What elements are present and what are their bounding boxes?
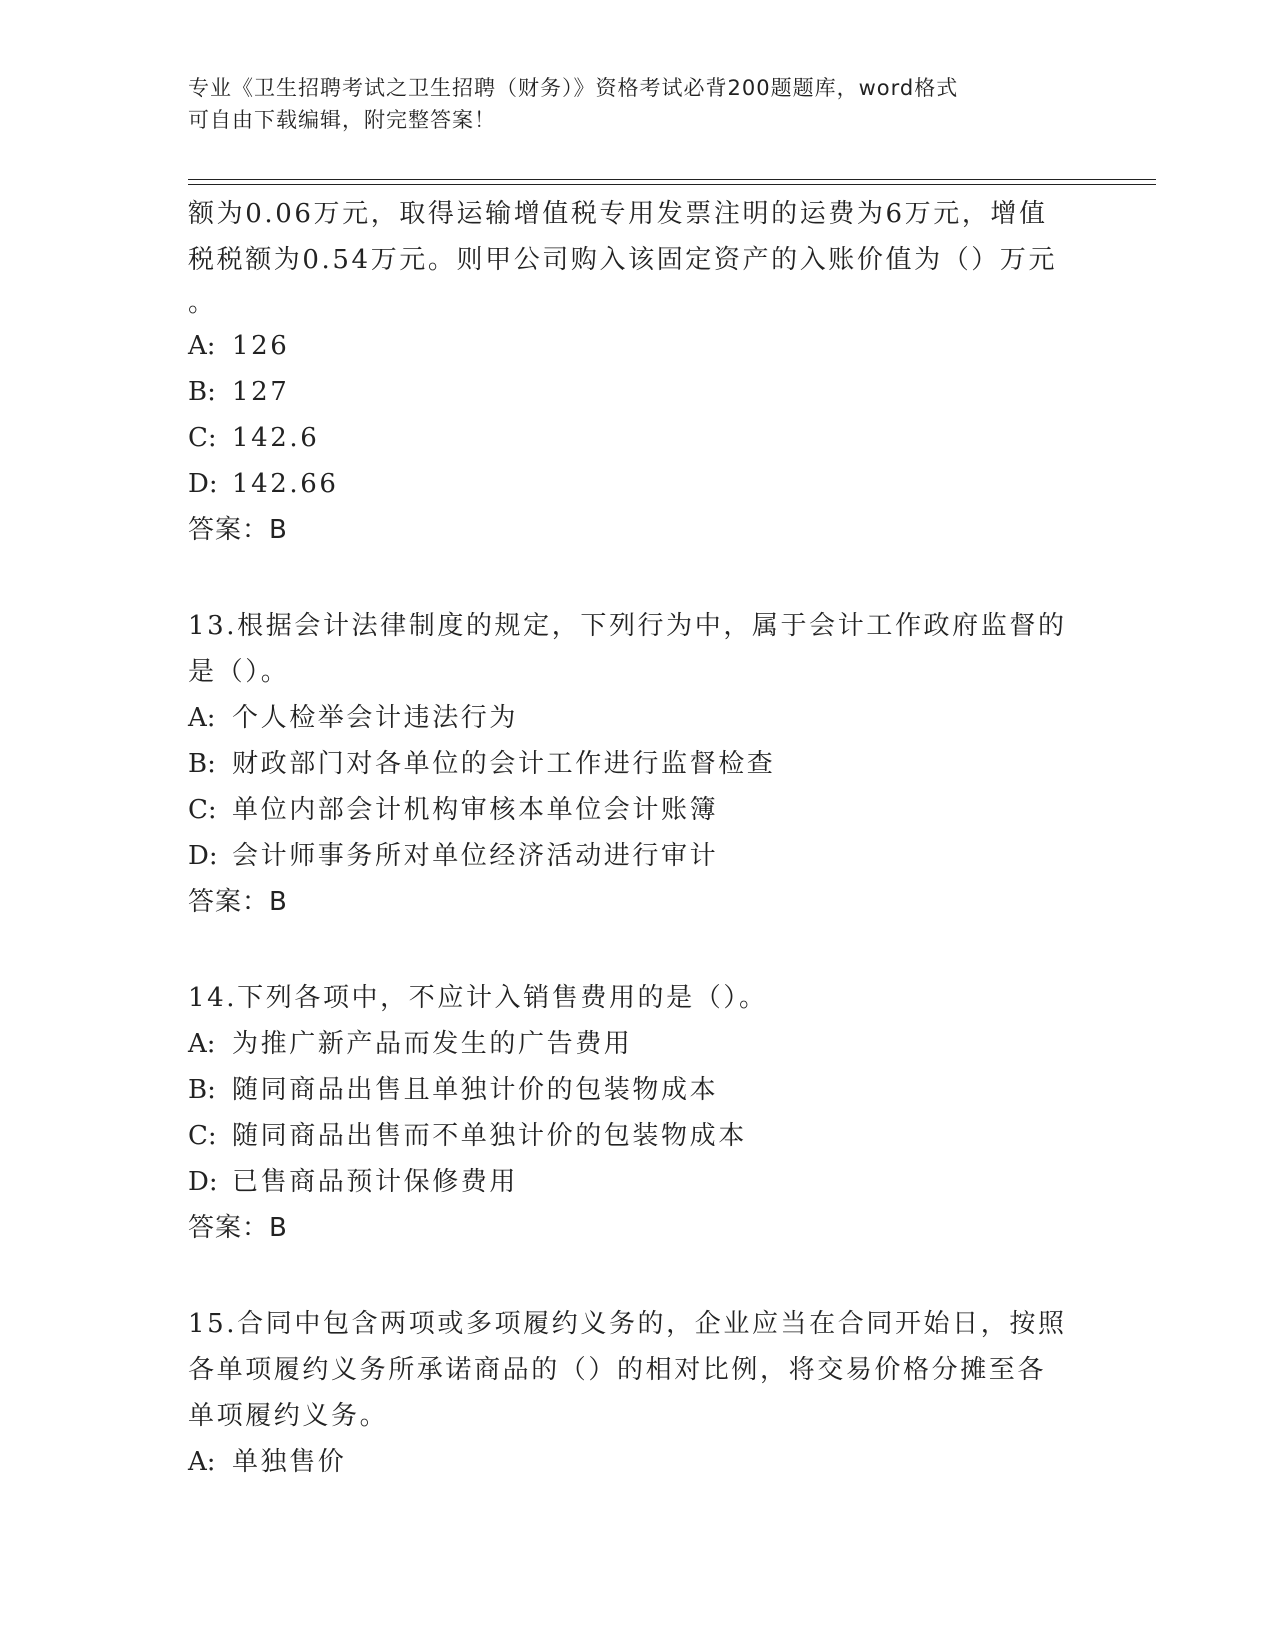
- option-text: 个人检举会计违法行为: [232, 703, 519, 733]
- question-text-line: 14.下列各项中，不应计入销售费用的是（）。: [188, 983, 768, 1013]
- question-text-line: 各单项履约义务所承诺商品的（）的相对比例，将交易价格分摊至各: [188, 1355, 1047, 1385]
- option-d: [188, 833, 1088, 879]
- question-text-line: 15.合同中包含两项或多项履约义务的，企业应当在合同开始日，按照: [188, 1309, 1067, 1339]
- question-text-line: 税税额为0.54万元。则甲公司购入该固定资产的入账价值为（）万元: [188, 245, 1058, 275]
- option-label: A:: [188, 1447, 216, 1477]
- answer-line: 答案：B: [188, 515, 288, 545]
- option-text: 127: [232, 377, 290, 407]
- option-label: C:: [188, 423, 217, 453]
- option-a: [188, 323, 1088, 369]
- option-label: B:: [188, 1075, 216, 1105]
- option-label: A:: [188, 1029, 216, 1059]
- option-c: [188, 415, 1088, 461]
- option-label: B:: [188, 377, 216, 407]
- option-label: B:: [188, 749, 216, 779]
- question-text-line: 额为0.06万元，取得运输增值税专用发票注明的运费为6万元，增值: [188, 199, 1048, 229]
- option-text: 单独售价: [232, 1447, 347, 1477]
- option-label: A:: [188, 331, 216, 361]
- header-line-1: 专业《卫生招聘考试之卫生招聘（财务）》资格考试必背200题题库，word格式: [188, 76, 959, 100]
- option-c: [188, 787, 1088, 833]
- option-label: C:: [188, 1121, 217, 1151]
- header-rule-top: [188, 179, 1156, 180]
- option-label: D:: [188, 841, 218, 871]
- option-d: [188, 461, 1088, 507]
- question-list: [188, 191, 1088, 1485]
- option-label: C:: [188, 795, 217, 825]
- option-b: [188, 741, 1088, 787]
- option-text: 随同商品出售而不单独计价的包装物成本: [232, 1121, 747, 1151]
- question-13: [188, 603, 1088, 925]
- option-text: 已售商品预计保修费用: [232, 1167, 519, 1197]
- option-label: A:: [188, 703, 216, 733]
- option-text: 142.6: [232, 423, 320, 453]
- spacer: [188, 1251, 1088, 1301]
- question-15: [188, 1301, 1088, 1485]
- header-line-2: 可自由下载编辑，附完整答案！: [188, 108, 496, 132]
- option-b: [188, 369, 1088, 415]
- option-d: [188, 1159, 1088, 1205]
- question-text-line: 。: [188, 288, 217, 318]
- question-text-line: 13.根据会计法律制度的规定，下列行为中，属于会计工作政府监督的: [188, 611, 1067, 641]
- spacer: [188, 553, 1088, 603]
- question-text-line: 单项履约义务。: [188, 1401, 389, 1431]
- question-12: [188, 191, 1088, 553]
- option-text: 随同商品出售且单独计价的包装物成本: [232, 1075, 719, 1105]
- option-text: 单位内部会计机构审核本单位会计账簿: [232, 795, 719, 825]
- option-a: [188, 1439, 1088, 1485]
- option-a: [188, 1021, 1088, 1067]
- option-text: 财政部门对各单位的会计工作进行监督检查: [232, 749, 776, 779]
- option-c: [188, 1113, 1088, 1159]
- spacer: [188, 925, 1088, 975]
- answer-line: 答案：B: [188, 887, 288, 917]
- option-b: [188, 1067, 1088, 1113]
- question-14: [188, 975, 1088, 1251]
- option-label: D:: [188, 469, 218, 499]
- option-text: 会计师事务所对单位经济活动进行审计: [232, 841, 719, 871]
- option-a: [188, 695, 1088, 741]
- option-text: 126: [232, 331, 290, 361]
- option-text: 为推广新产品而发生的广告费用: [232, 1029, 633, 1059]
- answer-line: 答案：B: [188, 1213, 288, 1243]
- option-text: 142.66: [232, 469, 339, 499]
- question-text-line: 是（）。: [188, 657, 290, 687]
- header-rule-bottom: [188, 184, 1156, 185]
- option-label: D:: [188, 1167, 218, 1197]
- document-header: [188, 72, 1068, 136]
